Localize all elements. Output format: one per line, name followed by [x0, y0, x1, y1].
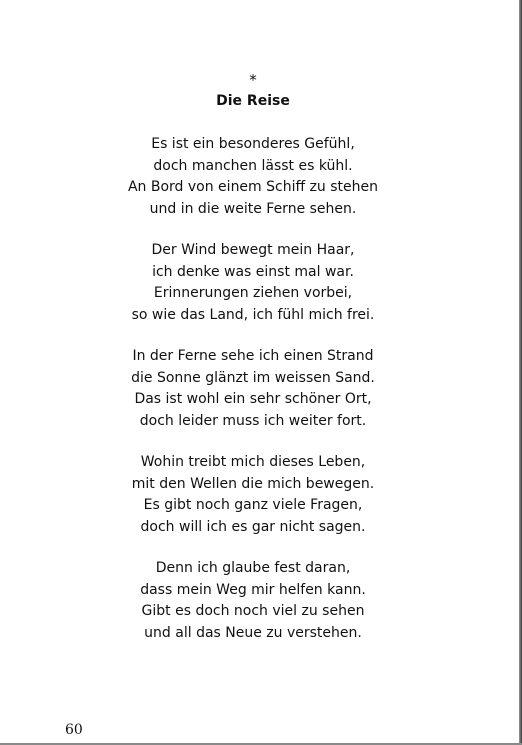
poem-line: doch leider muss ich weiter fort.: [139, 412, 367, 429]
poem-line: An Bord von einem Schiff zu stehen: [127, 179, 379, 195]
poem-line: In der Ferne sehe ich einen Strand: [132, 348, 374, 364]
stanza-5: [0, 558, 506, 644]
poem-line: mit den Wellen die mich bewegen.: [131, 475, 375, 492]
poem-line: und all das Neue zu verstehen.: [144, 624, 362, 641]
poem-line: die Sonne glänzt im weissen Sand.: [131, 369, 375, 386]
ornament-asterisk: *: [249, 71, 257, 89]
poem: [0, 70, 506, 664]
stanza-4: [0, 452, 506, 538]
poem-line: und in die weite Ferne sehen.: [149, 200, 357, 217]
poem-line: Der Wind bewegt mein Haar,: [151, 242, 355, 258]
stanza-3: [0, 346, 506, 432]
poem-line: Wohin treibt mich dieses Leben,: [140, 454, 366, 470]
stanza-1: [0, 134, 506, 220]
poem-line: dass mein Weg mir helfen kann.: [140, 581, 366, 598]
poem-line: doch will ich es gar nicht sagen.: [140, 518, 366, 535]
poem-line: Erinnerungen ziehen vorbei,: [153, 285, 353, 301]
page-number: 60: [65, 722, 83, 738]
poem-line: so wie das Land, ich fühl mich frei.: [131, 306, 375, 323]
poem-line: doch manchen lässt es kühl.: [153, 157, 353, 174]
poem-line: ich denke was einst mal war.: [152, 263, 354, 280]
poem-line: Das ist wohl ein sehr schöner Ort,: [134, 391, 372, 407]
poem-line: Gibt es doch noch viel zu sehen: [141, 603, 365, 619]
poem-line: Denn ich glaube fest daran,: [155, 560, 351, 576]
poem-title: Die Reise: [216, 93, 290, 109]
stanza-2: [0, 240, 506, 326]
poem-line: Es ist ein besonderes Gefühl,: [151, 136, 355, 152]
poem-line: Es gibt noch ganz viele Fragen,: [143, 497, 363, 513]
